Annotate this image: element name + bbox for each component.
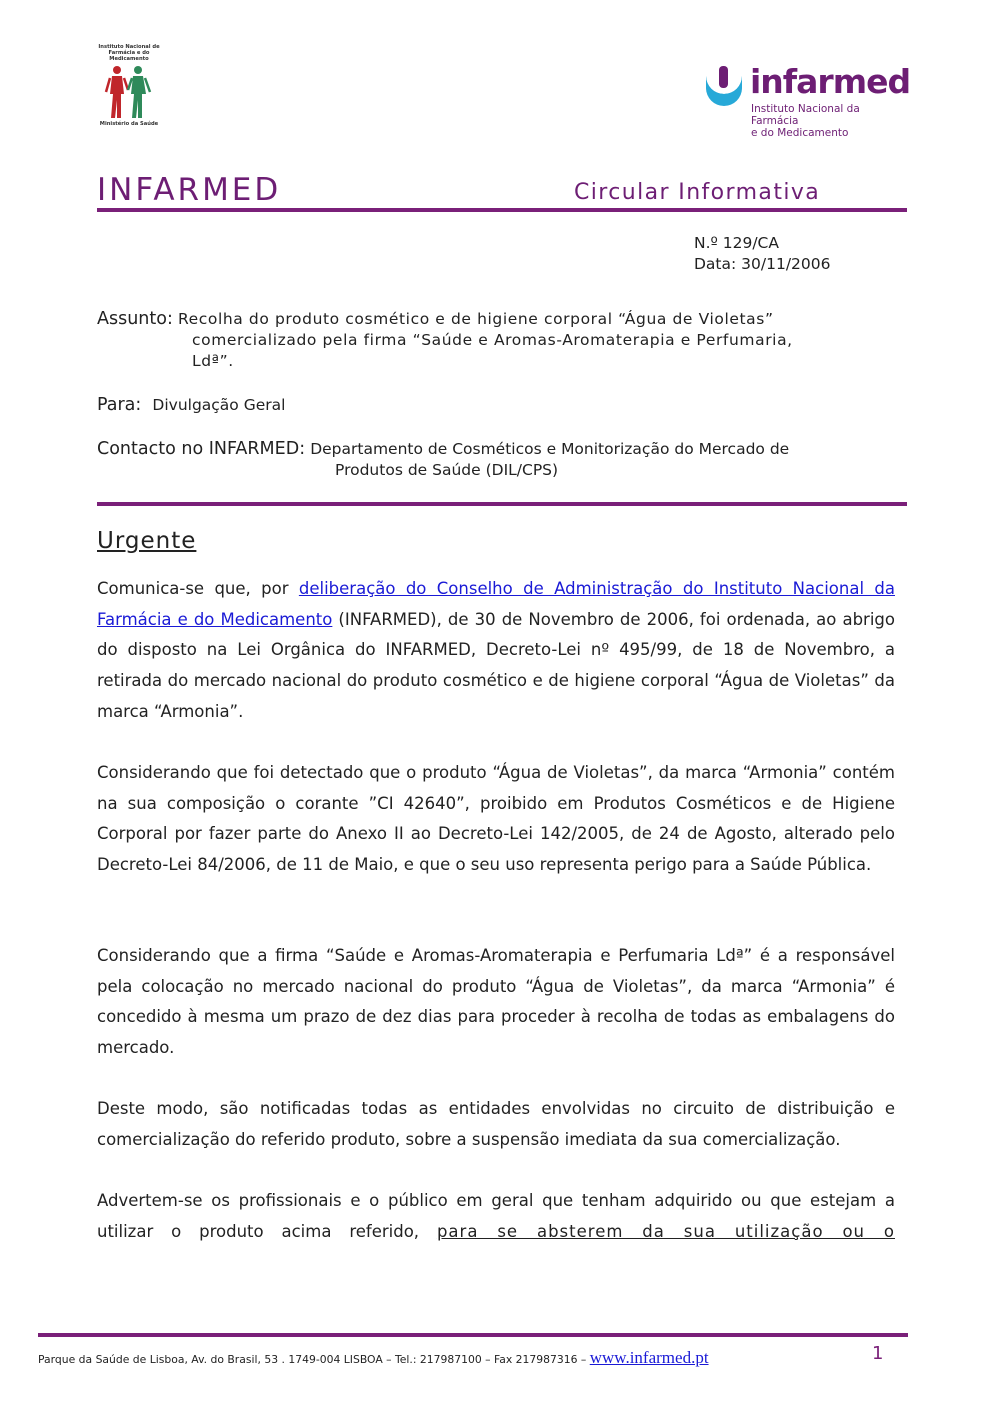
paragraph-5	[97, 1186, 895, 1247]
paragraph-4-text: Deste modo, são notificadas todas as entidades envolvidas no circuito de distribuição e comercialização do referido produto, sobre a suspensão imediata da sua comercialização.	[97, 1099, 895, 1149]
subject-line-3: Ldª”.	[192, 352, 234, 370]
paragraph-2	[97, 758, 895, 881]
recipient-field	[97, 394, 907, 416]
website-link[interactable]: www.infarmed.pt	[589, 1348, 709, 1367]
header-divider	[97, 208, 907, 212]
footer-address: Parque da Saúde de Lisboa, Av. do Brasil, 53 . 1749-004 LISBOA – Tel.: 217987100 – Fax 217987316 –	[38, 1353, 590, 1366]
page-number: 1	[872, 1343, 884, 1364]
paragraph-3-text: Considerando que a firma “Saúde e Aromas-Aromaterapia e Perfumaria Ldª” é a responsável pela colocação no mercado nacional do produto “Água de Violetas”, da marca “Armonia” é concedido à mesma um prazo de dez dias para proceder à recolha de todas as embalagens do mercado.	[97, 946, 895, 1058]
paragraph-5-start: Advertem-se os profissionais e o público em geral que tenham adquirido ou que estejam a utilizar o produto acima referido,	[97, 1191, 895, 1241]
infarmed-logo-name: infarmed	[750, 62, 911, 101]
footer	[38, 1348, 709, 1368]
contact-line-1: Departamento de Cosméticos e Monitorização do Mercado de	[310, 440, 790, 458]
circular-number: N.º 129/CA	[694, 234, 779, 252]
infarmed-logo	[702, 62, 911, 139]
footer-divider	[38, 1333, 908, 1337]
subject-line-1: Recolha do produto cosmético e de higiene corporal “Água de Violetas”	[177, 310, 774, 328]
paragraph-4	[97, 1094, 895, 1155]
ministry-logo	[98, 44, 160, 136]
contact-label: Contacto no INFARMED:	[97, 439, 306, 459]
brand-title: INFARMED	[97, 172, 282, 208]
circular-date: Data: 30/11/2006	[694, 255, 831, 273]
subject-field	[97, 308, 907, 372]
paragraph-1-end: (INFARMED), de 30 de Novembro de 2006, foi ordenada, ao abrigo do disposto na Lei Orgânica do INFARMED, Decreto-Lei nº 495/99, de 18 de Novembro, a retirada do mercado nacional do produto cosmético e de higiene corporal “Água de Violetas” da marca “Armonia”.	[97, 609, 895, 721]
infarmed-logo-subtitle	[751, 103, 892, 139]
urgent-heading: Urgente	[97, 528, 197, 554]
contact-field	[97, 438, 907, 481]
fields-divider	[97, 502, 907, 506]
subject-line-2: comercializado pela firma “Saúde e Aromas-Aromaterapia e Perfumaria,	[192, 331, 793, 349]
infarmed-logo-subtitle-1: Instituto Nacional da Farmácia	[751, 103, 860, 127]
infarmed-mark-icon	[702, 64, 746, 108]
paragraph-1	[97, 574, 895, 728]
contact-line-2: Produtos de Saúde (DIL/CPS)	[335, 461, 559, 479]
document-type: Circular Informativa	[574, 180, 821, 205]
human-figures-icon	[104, 64, 154, 120]
deliberation-link[interactable]: deliberação do Conselho de Administração do Instituto Nacional da Farmácia e do Medicamento	[97, 579, 895, 629]
paragraph-2-text: Considerando que foi detectado que o produto “Água de Violetas”, da marca “Armonia” contém na sua composição o corante ”CI 42640”, proibido em Produtos Cosméticos e de Higiene Corporal por fazer parte do Anexo II ao Decreto-Lei 142/2005, de 24 de Agosto, alterado pelo Decreto-Lei 84/2006, de 11 de Maio, e que o seu uso representa perigo para a Saúde Pública.	[97, 763, 895, 875]
recipient-value: Divulgação Geral	[152, 396, 286, 414]
recipient-label: Para:	[97, 395, 142, 415]
paragraph-1-start: Comunica-se que, por	[97, 579, 299, 598]
paragraph-3	[97, 941, 895, 1064]
ministry-logo-bottom-text: Ministério da Saúde	[99, 121, 159, 127]
infarmed-logo-subtitle-2: e do Medicamento	[751, 127, 849, 139]
ministry-logo-top-text: Instituto Nacional de Farmácia e do Medicamento	[98, 44, 160, 62]
subject-label: Assunto:	[97, 309, 173, 329]
paragraph-5-underlined: para se absterem da sua utilização ou o	[436, 1221, 895, 1241]
